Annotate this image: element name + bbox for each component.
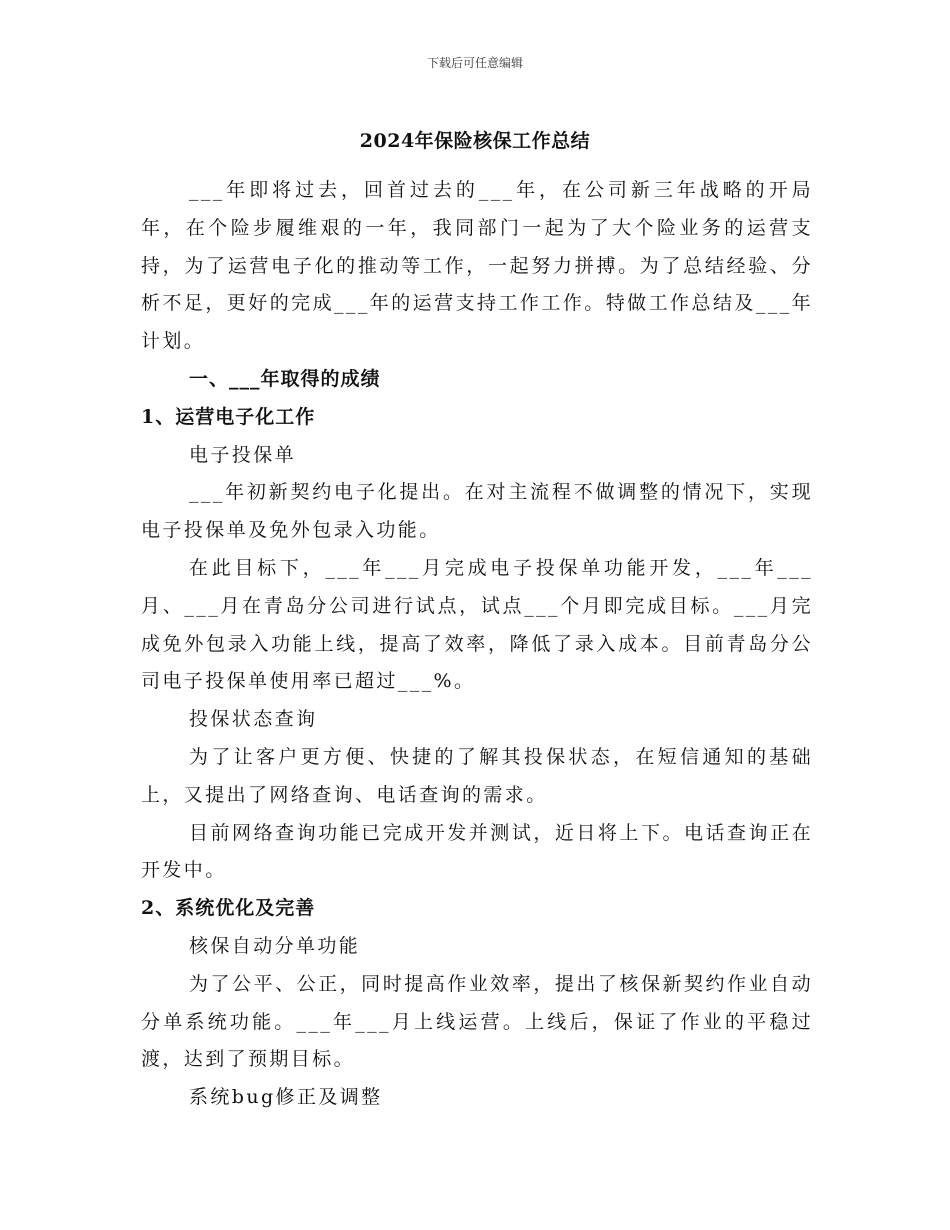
item-auto-dispatch-label: 核保自动分单功能 bbox=[189, 934, 361, 957]
item-status-query-paragraph-2: 目前网络查询功能已完成开发并测试，近日将上下。电话查询正在开发中。 bbox=[141, 821, 813, 882]
subsection-1-heading: 1、运营电子化工作 bbox=[141, 405, 316, 428]
item-status-query-paragraph-1: 为了让客户更方便、快捷的了解其投保状态，在短信通知的基础上，又提出了网络查询、电话查询的需求。 bbox=[141, 745, 813, 806]
document-title: 2024年保险核保工作总结 bbox=[359, 130, 591, 152]
item-auto-dispatch-paragraph: 为了公平、公正，同时提高作业效率，提出了核保新契约作业自动分单系统功能。___年___月上线运营。上线后，保证了作业的平稳过渡，达到了预期目标。 bbox=[141, 972, 813, 1071]
subsection-2-heading: 2、系统优化及完善 bbox=[141, 897, 316, 920]
item-e-application-paragraph-1: ___年初新契约电子化提出。在对主流程不做调整的情况下，实现电子投保单及免外包录入功能。 bbox=[141, 481, 813, 542]
page-header-note: 下载后可任意编辑 bbox=[426, 56, 523, 70]
section-1-heading: 一、___年取得的成绩 bbox=[189, 367, 381, 390]
document-body bbox=[141, 172, 813, 1117]
item-bug-fix-label: 系统bug修正及调整 bbox=[189, 1086, 383, 1109]
item-status-query-label: 投保状态查询 bbox=[189, 708, 318, 731]
intro-paragraph: ___年即将过去，回首过去的___年，在公司新三年战略的开局年，在个险步履维艰的一年，我同部门一起为了大个险业务的运营支持，为了运营电子化的推动等工作，一起努力拼搏。为了总结经验、分析不足，更好的完成___年的运营支持工作工作。特做工作总结及___年计划。 bbox=[141, 179, 813, 353]
item-e-application-label: 电子投保单 bbox=[189, 443, 297, 466]
item-e-application-paragraph-2: 在此目标下，___年___月完成电子投保单功能开发，___年___月、___月在青岛分公司进行试点，试点___个月即完成目标。___月完成免外包录入功能上线，提高了效率，降低了录入成本。目前青岛分公司电子投保单使用率已超过___%。 bbox=[141, 556, 813, 693]
